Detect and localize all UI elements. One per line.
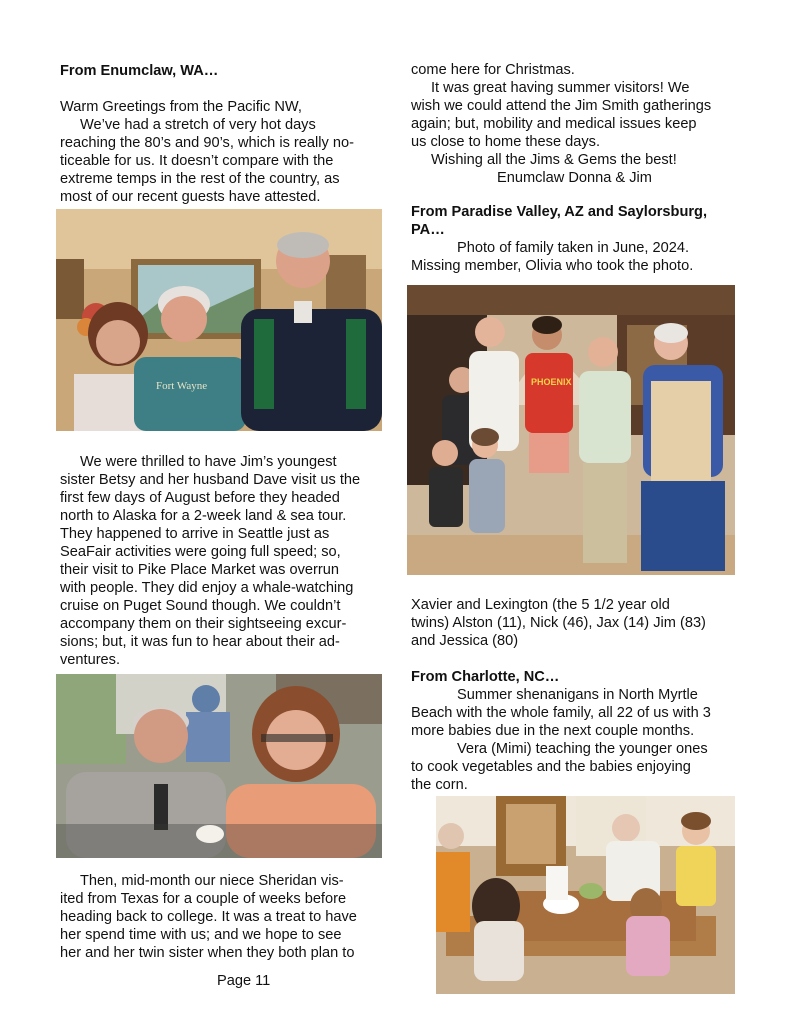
para2-line: with people. They did enjoy a whale-watching [60, 580, 354, 596]
para3-line: her spend time with us; and we hope to see [60, 927, 342, 943]
para3-line: her and her twin sister when they both plan to [60, 945, 355, 961]
left-column [60, 62, 380, 206]
heading-charlotte: From Charlotte, NC… [411, 669, 560, 685]
para1-line: We’ve had a stretch of very hot days [80, 117, 316, 133]
photo-three-adults [56, 209, 382, 431]
para-az-line: Photo of family taken in June, 2024. [457, 240, 690, 256]
para1-line: extreme temps in the rest of the country, as [60, 171, 340, 187]
para2-line: ventures. [60, 652, 121, 668]
shirt-text: Fort Wayne [156, 380, 208, 392]
para2-line: their visit to Pike Place Market was overrun [60, 562, 340, 578]
para-az-line: Missing member, Olivia who took the photo. [411, 258, 694, 274]
photo-kitchen-cooking [436, 796, 735, 994]
greeting: Warm Greetings from the Pacific NW, [60, 99, 302, 115]
para2-line: We were thrilled to have Jim’s youngest [80, 454, 337, 470]
cont-line: us close to home these days. [411, 134, 601, 150]
photo-family-az [407, 285, 735, 575]
para3-line: ited from Texas for a couple of weeks before [60, 891, 347, 907]
right-column-bottom [411, 596, 741, 794]
shirt-text: PHOENIX [531, 377, 572, 387]
para2-line: SeaFair activities were going full speed; so, [60, 544, 341, 560]
para1-line: ticeable for us. It doesn’t compare with the [60, 153, 334, 169]
left-column-middle [60, 453, 380, 669]
para2-line: first few days of August before they headed [60, 490, 340, 506]
page-number: Page 11 [217, 973, 271, 989]
para2-line: They happened to arrive in Seattle just as [60, 526, 330, 542]
left-column-bottom [60, 872, 380, 962]
para2-line: north to Alaska for a 2-week land & sea tour. [60, 508, 347, 524]
para-nc2-line: the corn. [411, 777, 468, 793]
heading-paradise-valley: From Paradise Valley, AZ and Saylorsburg, [411, 204, 708, 220]
spacer [60, 80, 380, 98]
photo-sheridan-visit [56, 674, 382, 858]
para2-line: accompany them on their sightseeing excur- [60, 616, 347, 632]
right-column-top [411, 61, 741, 275]
para2-line: cruise on Puget Sound though. We couldn’t [60, 598, 341, 614]
cont-line: wish we could attend the Jim Smith gatherings [411, 98, 712, 114]
para3-line: Then, mid-month our niece Sheridan vis- [80, 873, 344, 889]
para2-line: sions; but, it was fun to hear about their ad- [60, 634, 340, 650]
signature: Enumclaw Donna & Jim [497, 170, 652, 186]
caption-line: and Jessica (80) [411, 633, 519, 649]
para2-line: sister Betsy and her husband Dave visit us the [60, 472, 361, 488]
spacer [411, 650, 741, 668]
para-nc2-line: to cook vegetables and the babies enjoying [411, 759, 691, 775]
cont-line: It was great having summer visitors! We [431, 80, 690, 96]
para-nc1-line: Beach with the whole family, all 22 of us with 3 [411, 705, 711, 721]
para-nc2-line: Vera (Mimi) teaching the younger ones [457, 741, 708, 757]
para-nc1-line: more babies due in the next couple months. [411, 723, 695, 739]
cont-line: again; but, mobility and medical issues keep [411, 116, 697, 132]
caption-line: twins) Alston (11), Nick (46), Jax (14) Jim (83) [411, 615, 706, 631]
spacer [411, 187, 741, 203]
para1-line: reaching the 80’s and 90’s, which is really no- [60, 135, 354, 151]
heading-enumclaw: From Enumclaw, WA… [60, 63, 219, 79]
para-nc1-line: Summer shenanigans in North Myrtle [457, 687, 698, 703]
heading-paradise-valley-2: PA… [411, 222, 445, 238]
para3-line: heading back to college. It was a treat to have [60, 909, 357, 925]
para1-line: most of our recent guests have attested. [60, 189, 321, 205]
caption-line: Xavier and Lexington (the 5 1/2 year old [411, 597, 670, 613]
cont-line: come here for Christmas. [411, 62, 575, 78]
cont-line: Wishing all the Jims & Gems the best! [431, 152, 677, 168]
